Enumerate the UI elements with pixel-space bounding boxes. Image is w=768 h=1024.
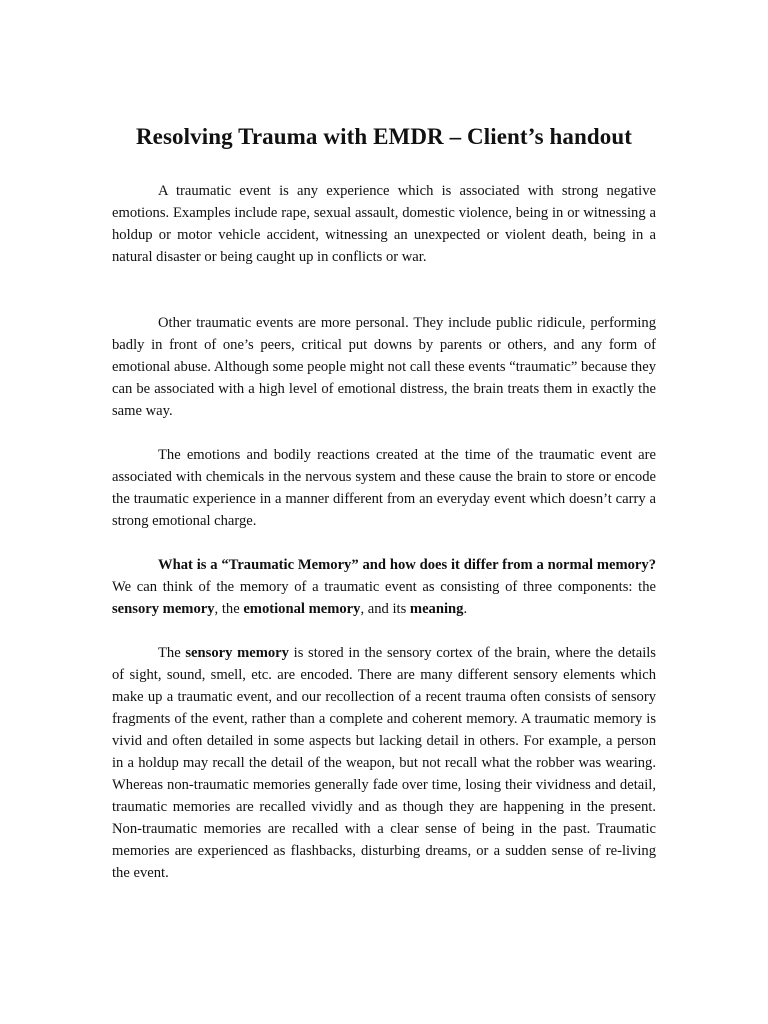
question-heading: What is a “Traumatic Memory” and how does it differ from a normal memory? xyxy=(158,557,656,573)
paragraph-emotions-bodily-reactions xyxy=(112,444,656,532)
term-meaning: meaning xyxy=(409,601,464,617)
paragraph-traumatic-event xyxy=(112,180,656,268)
term-sensory-memory: sensory memory xyxy=(185,645,289,661)
paragraph-traumatic-memory xyxy=(112,554,656,620)
term-emotional-memory: emotional memory xyxy=(243,601,361,617)
paragraph-sensory-memory xyxy=(112,642,656,884)
paragraph-text: The emotions and bodily reactions created at the time of the traumatic event are associated with chemicals in the nervous system and these cause the brain to store or encode the traumatic experience in a manner different from an everyday event which doesn’t carry a strong emotional charge. xyxy=(112,447,656,529)
paragraph-text: Other traumatic events are more personal. They include public ridicule, performing badly in front of one’s peers, critical put downs by parents or others, and any form of emotional abuse. Although some people might not call these events “traumatic” because they can be associated with a high level of emotional distress, the brain treats them in exactly the same way. xyxy=(112,315,656,419)
paragraph-text: A traumatic event is any experience which is associated with strong negative emotions. Examples include rape, sexual assault, domestic violence, being in or witnessing a holdup or motor vehicle accident, witnessing an unexpected or violent death, being in a natural disaster or being caught up in conflicts or war. xyxy=(112,183,656,265)
paragraph-text: , the xyxy=(214,601,244,617)
paragraph-personal-events xyxy=(112,312,656,422)
term-sensory-memory: sensory memory xyxy=(112,601,215,617)
paragraph-text: We can think of the memory of a traumatic event as consisting of three components: the xyxy=(112,579,656,595)
paragraph-text: The xyxy=(158,645,186,661)
document-title: Resolving Trauma with EMDR – Client’s handout xyxy=(135,124,633,149)
paragraph-text: , and its xyxy=(360,601,410,617)
paragraph-text: is stored in the sensory cortex of the brain, where the details of sight, sound, smell, etc. are encoded. There are many different sensory elements which make up a traumatic event, and our recollection of a recent trauma often consists of sensory fragments of the event, rather than a complete and coherent memory. A traumatic memory is vivid and often detailed in some aspects but lacking detail in others. For example, a person in a holdup may recall the detail of the weapon, but not recall what the robber was wearing. Whereas non-traumatic memories generally fade over time, losing their vividness and detail, traumatic memories are recalled vividly and as though they are happening in the present. Non-traumatic memories are recalled with a clear sense of being in the past. Traumatic memories are experienced as flashbacks, disturbing dreams, or a sudden sense of re-living the event. xyxy=(112,645,656,881)
paragraph-text: . xyxy=(463,601,468,617)
